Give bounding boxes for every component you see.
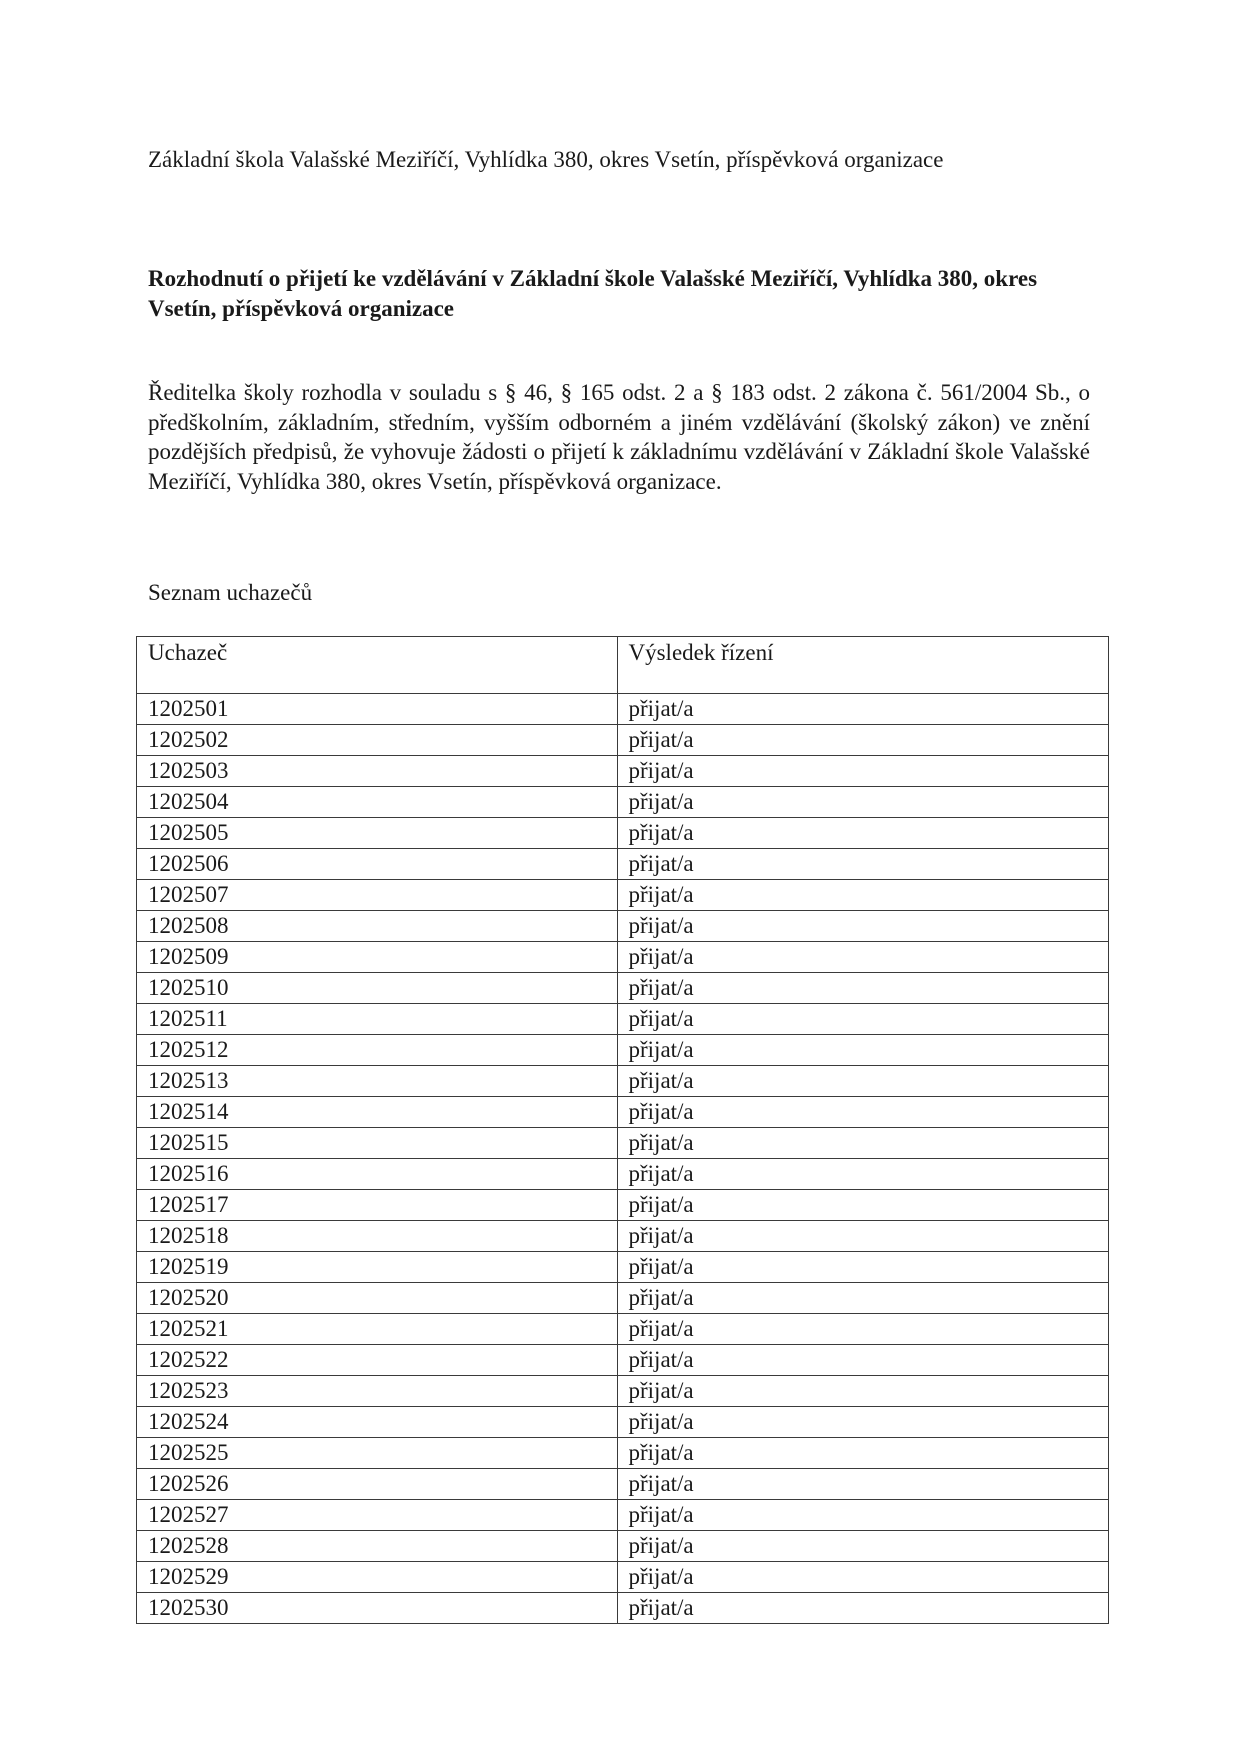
table-row bbox=[137, 818, 1109, 849]
applicant-id-cell: 1202514 bbox=[137, 1097, 618, 1128]
applicant-id-cell: 1202525 bbox=[137, 1438, 618, 1469]
applicant-id-cell: 1202508 bbox=[137, 911, 618, 942]
table-row bbox=[137, 1593, 1109, 1624]
applicant-id-cell: 1202517 bbox=[137, 1190, 618, 1221]
result-cell: přijat/a bbox=[617, 1252, 1109, 1283]
table-row bbox=[137, 694, 1109, 725]
result-cell: přijat/a bbox=[617, 1562, 1109, 1593]
applicants-table bbox=[136, 636, 1109, 1624]
applicant-id-cell: 1202513 bbox=[137, 1066, 618, 1097]
table-row bbox=[137, 1500, 1109, 1531]
table-row bbox=[137, 787, 1109, 818]
applicant-id-cell: 1202518 bbox=[137, 1221, 618, 1252]
table-row bbox=[137, 1097, 1109, 1128]
result-cell: přijat/a bbox=[617, 1159, 1109, 1190]
result-cell: přijat/a bbox=[617, 849, 1109, 880]
table-row bbox=[137, 973, 1109, 1004]
result-cell: přijat/a bbox=[617, 1035, 1109, 1066]
table-row bbox=[137, 1190, 1109, 1221]
table-row bbox=[137, 1407, 1109, 1438]
result-cell: přijat/a bbox=[617, 1190, 1109, 1221]
result-cell: přijat/a bbox=[617, 1500, 1109, 1531]
applicant-id-cell: 1202509 bbox=[137, 942, 618, 973]
result-cell: přijat/a bbox=[617, 1004, 1109, 1035]
table-row bbox=[137, 1314, 1109, 1345]
result-cell: přijat/a bbox=[617, 942, 1109, 973]
column-header-result: Výsledek řízení bbox=[617, 637, 1109, 694]
applicant-id-cell: 1202510 bbox=[137, 973, 618, 1004]
table-row bbox=[137, 880, 1109, 911]
result-cell: přijat/a bbox=[617, 1314, 1109, 1345]
applicant-id-cell: 1202504 bbox=[137, 787, 618, 818]
result-cell: přijat/a bbox=[617, 1438, 1109, 1469]
table-row bbox=[137, 911, 1109, 942]
table-row bbox=[137, 756, 1109, 787]
decision-body: Ředitelka školy rozhodla v souladu s § 46, § 165 odst. 2 a § 183 odst. 2 zákona č. 561/2004 Sb., o předškolním, základním, středním, vyšším odborném a jiném vzdělávání (školský zákon) ve znění pozdějších předpisů, že vyhovuje žádosti o přijetí k základnímu vzdělávání v Základní škole Valašské Meziříčí, Vyhlídka 380, okres Vsetín, příspěvková organizace. bbox=[148, 380, 1090, 494]
result-cell: přijat/a bbox=[617, 1376, 1109, 1407]
result-cell: přijat/a bbox=[617, 1283, 1109, 1314]
table-row bbox=[137, 725, 1109, 756]
result-cell: přijat/a bbox=[617, 973, 1109, 1004]
table-row bbox=[137, 942, 1109, 973]
applicant-id-cell: 1202521 bbox=[137, 1314, 618, 1345]
table-row bbox=[137, 1004, 1109, 1035]
table-row bbox=[137, 1128, 1109, 1159]
result-cell: přijat/a bbox=[617, 880, 1109, 911]
table-row bbox=[137, 1562, 1109, 1593]
result-cell: přijat/a bbox=[617, 1128, 1109, 1159]
applicant-id-cell: 1202505 bbox=[137, 818, 618, 849]
table-row bbox=[137, 1159, 1109, 1190]
applicant-id-cell: 1202523 bbox=[137, 1376, 618, 1407]
table-header-row bbox=[137, 637, 1109, 694]
organization-header: Základní škola Valašské Meziříčí, Vyhlídka 380, okres Vsetín, příspěvková organizace bbox=[148, 147, 944, 172]
applicant-id-cell: 1202516 bbox=[137, 1159, 618, 1190]
table-row bbox=[137, 1438, 1109, 1469]
applicants-table-body bbox=[137, 694, 1109, 1624]
applicant-id-cell: 1202506 bbox=[137, 849, 618, 880]
applicants-list-caption: Seznam uchazečů bbox=[148, 580, 313, 605]
table-row bbox=[137, 1531, 1109, 1562]
result-cell: přijat/a bbox=[617, 911, 1109, 942]
table-row bbox=[137, 1221, 1109, 1252]
result-cell: přijat/a bbox=[617, 1469, 1109, 1500]
applicant-id-cell: 1202528 bbox=[137, 1531, 618, 1562]
applicant-id-cell: 1202507 bbox=[137, 880, 618, 911]
column-header-applicant: Uchazeč bbox=[137, 637, 618, 694]
table-row bbox=[137, 1469, 1109, 1500]
applicant-id-cell: 1202530 bbox=[137, 1593, 618, 1624]
applicant-id-cell: 1202526 bbox=[137, 1469, 618, 1500]
applicant-id-cell: 1202522 bbox=[137, 1345, 618, 1376]
result-cell: přijat/a bbox=[617, 694, 1109, 725]
table-row bbox=[137, 1376, 1109, 1407]
result-cell: přijat/a bbox=[617, 725, 1109, 756]
result-cell: přijat/a bbox=[617, 1531, 1109, 1562]
applicant-id-cell: 1202527 bbox=[137, 1500, 618, 1531]
result-cell: přijat/a bbox=[617, 1345, 1109, 1376]
applicant-id-cell: 1202502 bbox=[137, 725, 618, 756]
result-cell: přijat/a bbox=[617, 756, 1109, 787]
decision-title: Rozhodnutí o přijetí ke vzdělávání v Základní škole Valašské Meziříčí, Vyhlídka 380, okres Vsetín, příspěvková organizace bbox=[148, 266, 1038, 321]
applicant-id-cell: 1202515 bbox=[137, 1128, 618, 1159]
result-cell: přijat/a bbox=[617, 1066, 1109, 1097]
table-row bbox=[137, 1066, 1109, 1097]
result-cell: přijat/a bbox=[617, 1593, 1109, 1624]
result-cell: přijat/a bbox=[617, 1407, 1109, 1438]
table-row bbox=[137, 1345, 1109, 1376]
result-cell: přijat/a bbox=[617, 818, 1109, 849]
applicant-id-cell: 1202524 bbox=[137, 1407, 618, 1438]
applicant-id-cell: 1202501 bbox=[137, 694, 618, 725]
applicant-id-cell: 1202519 bbox=[137, 1252, 618, 1283]
table-row bbox=[137, 1283, 1109, 1314]
applicant-id-cell: 1202529 bbox=[137, 1562, 618, 1593]
result-cell: přijat/a bbox=[617, 1097, 1109, 1128]
result-cell: přijat/a bbox=[617, 1221, 1109, 1252]
applicant-id-cell: 1202520 bbox=[137, 1283, 618, 1314]
table-row bbox=[137, 849, 1109, 880]
table-row bbox=[137, 1035, 1109, 1066]
table-row bbox=[137, 1252, 1109, 1283]
applicant-id-cell: 1202512 bbox=[137, 1035, 618, 1066]
result-cell: přijat/a bbox=[617, 787, 1109, 818]
applicant-id-cell: 1202503 bbox=[137, 756, 618, 787]
applicant-id-cell: 1202511 bbox=[137, 1004, 618, 1035]
